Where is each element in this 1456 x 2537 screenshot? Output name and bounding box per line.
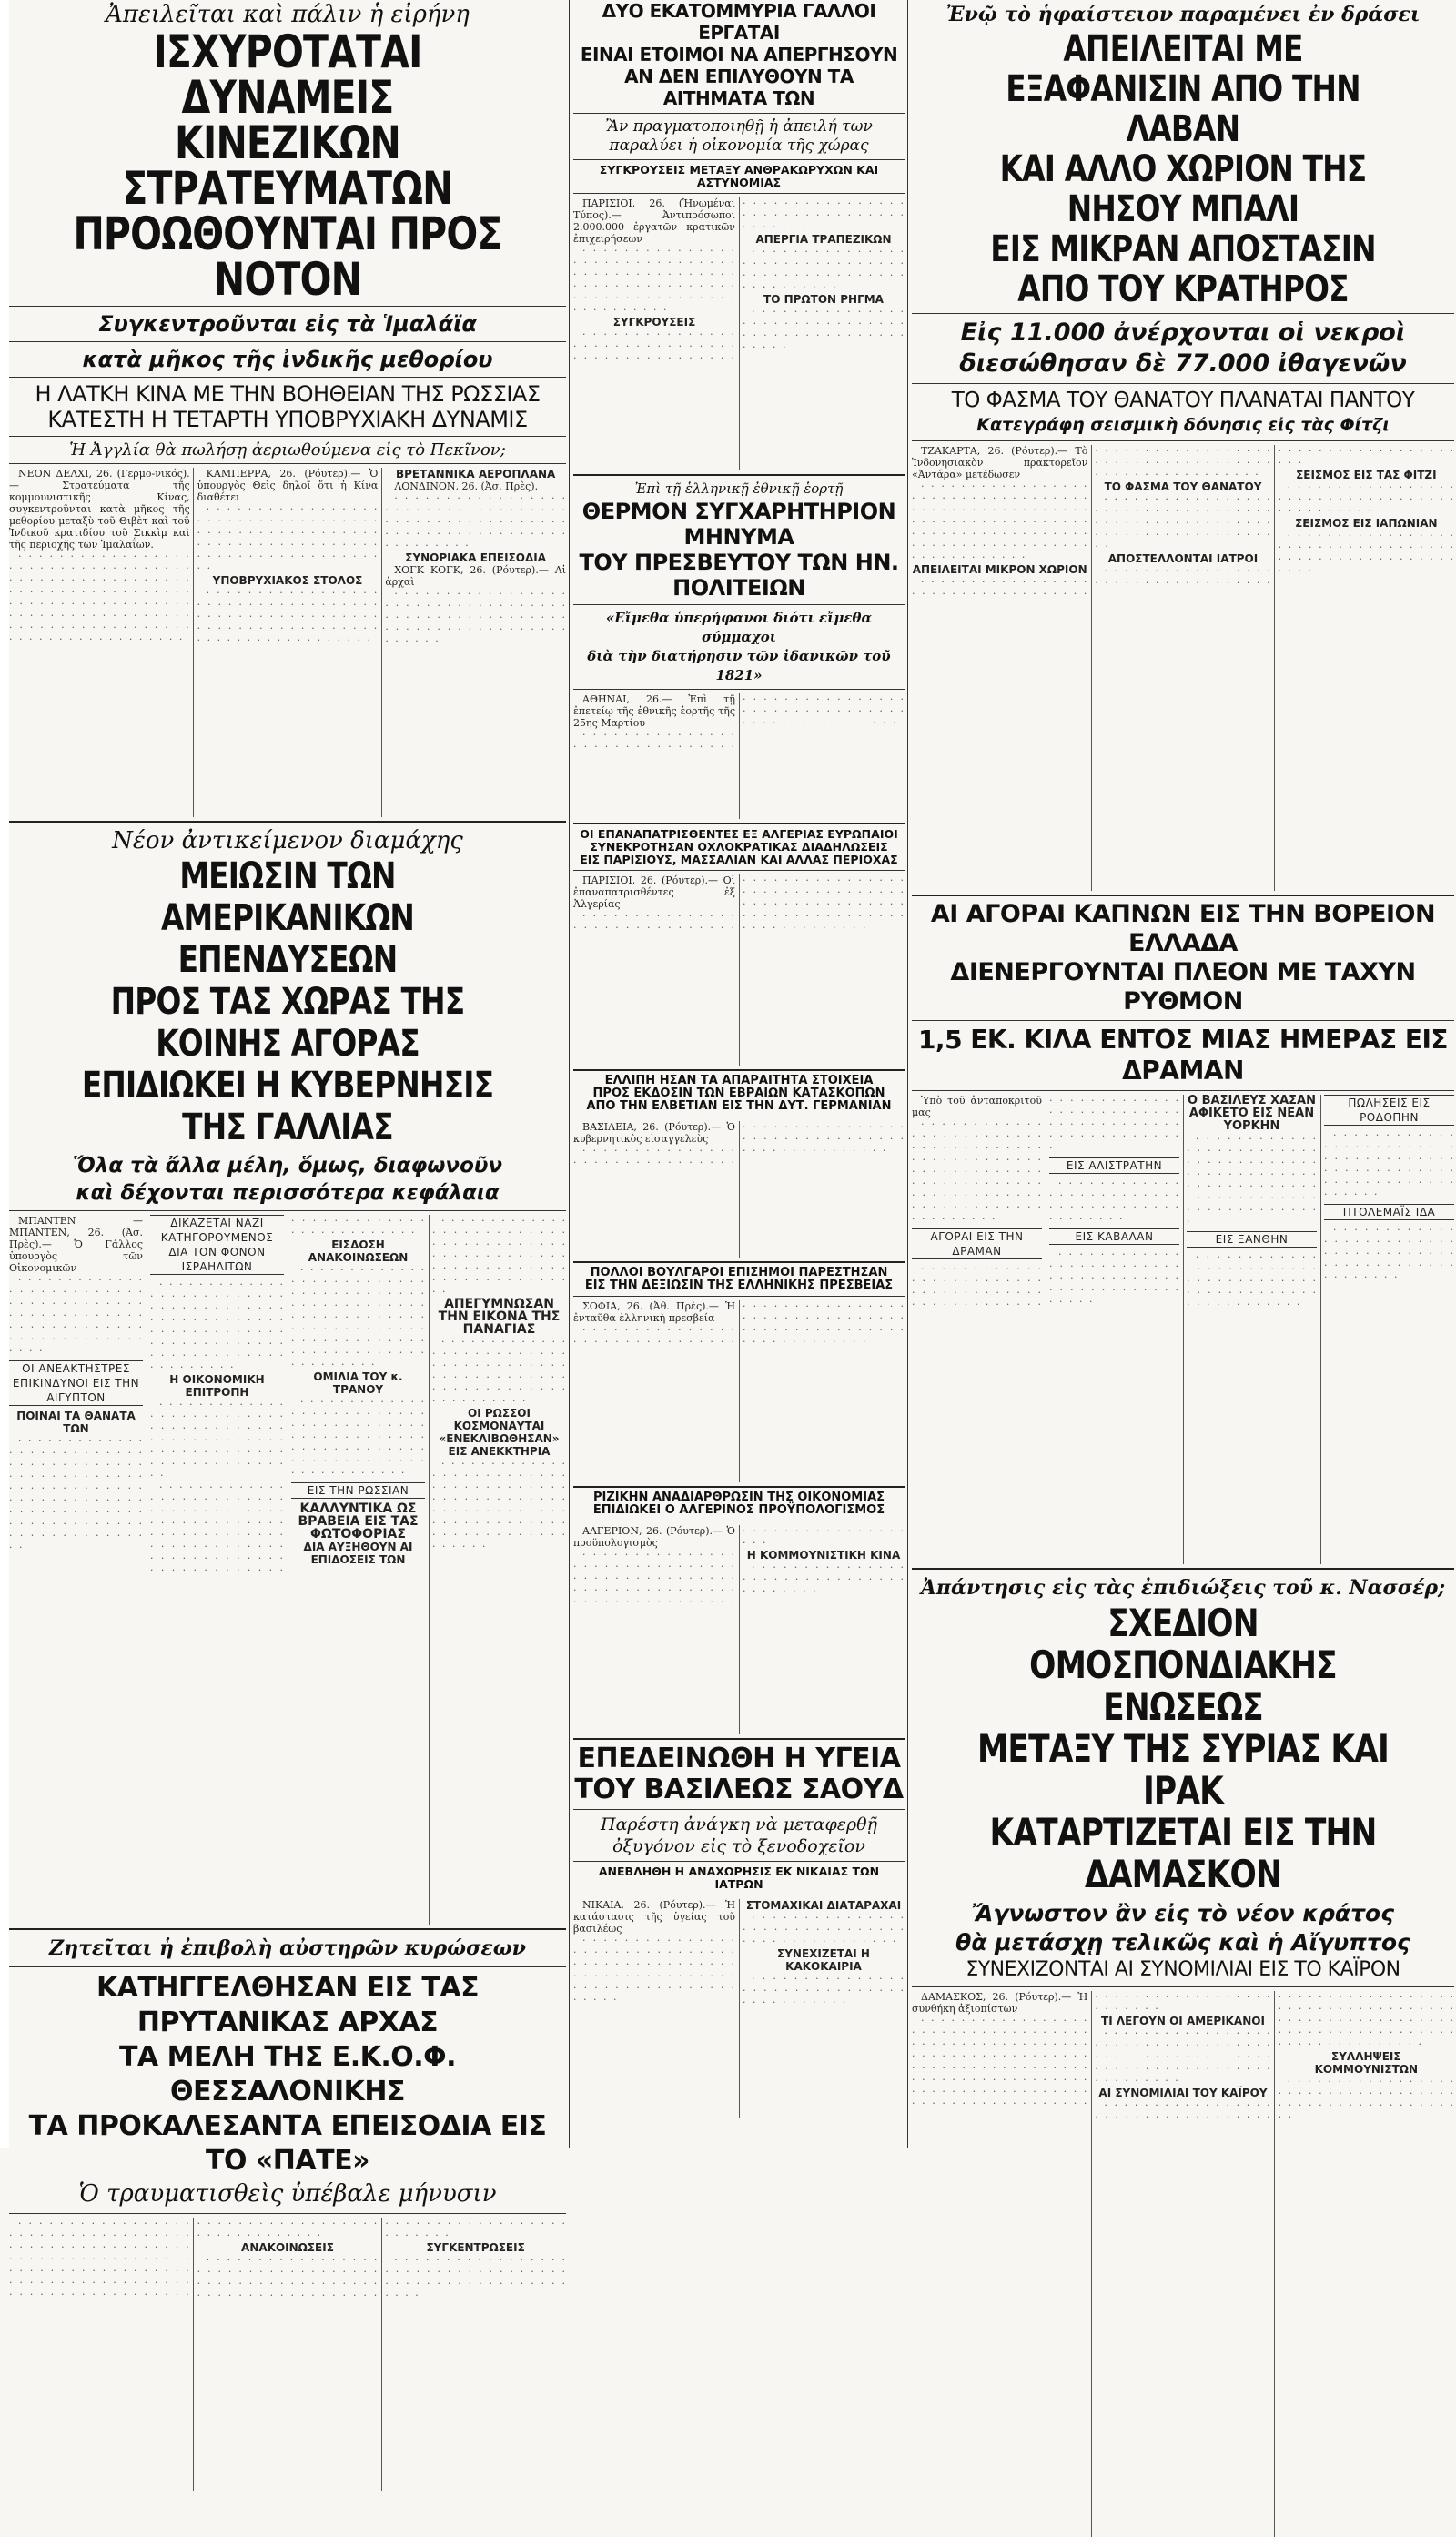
newspaper-page [9, 0, 1454, 2301]
dateline: ΧΟΓΚ ΚΟΓΚ, 26. (Ρόυτερ).— Αἱ ἀρχαὶ [385, 564, 566, 588]
subheadline: Ὅλα τὰ ἄλλα μέλη, ὅμως, διαφωνοῦν [72, 1154, 503, 1178]
divider [573, 1069, 905, 1071]
text-block: · · · · · · · · · · · · · · · · · · · · · · · · · · · · · · · · · · · · · · · · · · · · · · [1049, 1178, 1179, 1225]
divider [912, 1020, 1454, 1021]
text-block: · · · · · · · · · · · · · · · · · · · · · · · · · · · · · · · · · · · · · · · · · · · · · · · · · · · · · · · · · · · · · · · · · · · · · · · · · · · · · · · · [385, 492, 566, 551]
article-body [9, 2218, 566, 2491]
headline-line: ΙΣΧΥΡΟΤΑΤΑΙ ΔΥΝΑΜΕΙΣ [153, 25, 422, 124]
text-block: · · · · · · · · · · · · · · · · · · · · · · · · · · · · · · · · · · · · · · · · · · · · · · · · · · · · · · · · · · · · · · · · · · · · · · · · · · · · · · · · [150, 1399, 284, 1481]
section-title: ΑΠΕΓΥΜΝΩΣΑΝ ΤΗΝ ΕΙΚΟΝΑ ΤΗΣ ΠΑΝΑΓΙΑΣ [438, 1297, 561, 1337]
headline-line: ΚΙΝΕΖΙΚΩΝ ΣΤΡΑΤΕΥΜΑΤΩΝ [122, 116, 453, 215]
text-block: · · · · · · · · · · · · · · · · · · · · · · · · · · · · · · · · · · · · · · · · · · · · · · · · · · · · · · · · · · · · · · · · · · · · · · · · · · · · · · · [573, 693, 905, 753]
text-block: · · · · · · · · · · · · · · · · · · · · · · · · · · · · · · · · · · · · · · · · · · · · · · · · · · · · · · · · · · · · · · · · · · · · · · · · · · · · · · · · · · [9, 1274, 143, 1357]
divider [573, 159, 905, 160]
deck: ΤΟ ΦΑΣΜΑ ΤΟΥ ΘΑΝΑΤΟΥ ΠΛΑΝΑΤΑΙ ΠΑΝΤΟΥ [951, 389, 1415, 412]
headline-line: ΕΠΙΔΙΩΚΕΙ Η ΚΥΒΕΡΝΗΣΙΣ ΤΗΣ ΓΑΛΛΙΑΣ [81, 1065, 494, 1148]
dateline: Ὑπὸ τοῦ ἀνταποκριτοῦ μας [912, 1095, 1042, 1118]
headline-line: ΔΥΟ ΕΚΑΤΟΜΜΥΡΙΑ ΓΑΛΛΟΙ ΕΡΓΑΤΑΙ [602, 0, 876, 44]
section-title: ΠΤΟΛΕΜΑΪΣ ΙΔΑ [1324, 1204, 1454, 1220]
divider [9, 436, 566, 437]
dateline: ΚΑΜΠΕΡΡΑ, 26. (Ρόυτερ).— Ὁ ὑπουργὸς Θεὶς δηλοῖ ὅτι ἡ Κίνα διαθέτει [197, 468, 379, 503]
dateline: ΑΛΓΕΡΙΟΝ, 26. (Ρόυτερ).— Ὁ προϋπολογισμὸς [573, 1525, 735, 1549]
headline-line: ΕΛΛΙΠΗ ΗΣΑΝ ΤΑ ΑΠΑΡΑΙΤΗΤΑ ΣΤΟΙΧΕΙΑ [604, 1074, 874, 1087]
section-subtitle: ΠΟΙΝΑΙ ΤΑ ΘΑΝΑΤΑ ΤΩΝ [16, 1410, 136, 1435]
text-block: · · · · · · · · · · · · · · · · · · · · · · · · · · · · · · · · · · · · · · · · · · · · · · · · · · · · · · · [1278, 2076, 1454, 2123]
article-france-investments [9, 826, 566, 1925]
section-title: ΑΝΑΚΟΙΝΩΣΕΙΣ [241, 2241, 334, 2254]
divider [912, 383, 1454, 384]
text-block: · · · · · · · · · · · · · · · · · · · · · · · · · · · · · · · · · · · · · · · · · · · · · · · · · · · · · · · · · · · · · · · · · · · · · · · · · · · · · · · · · · · · · · · · · · [291, 1396, 425, 1479]
text-block: · · · · · · · · · · · · · · · · · · · · · · · · · · · · · · · · · · · · · · · · · · · · · · · · · · · · · · · · · [1278, 530, 1454, 577]
text-block: · · · · · · · · · · · · · · · · · · · · · · · · · · · · · · · · · · · · · · · · · · · · · · · · · · · · · · · · [1095, 445, 1454, 589]
article-body [573, 1899, 905, 2118]
section-title: ΣΥΛΛΗΨΕΙΣ ΚΟΜΜΟΥΝΙΣΤΩΝ [1314, 2050, 1419, 2076]
headline-line: ΠΡΟΩΘΟΥΝΤΑΙ ΠΡΟΣ ΝΟΤΟΝ [73, 207, 502, 306]
text-block: · · · · · · · · · · · · · · · · · · · · · · · · · · · · · · · · · · · · · · · · · · · · · · · · · · · · · · · · · · · · · · · · · · · · · · · · · · · · · · · · · · · · · · · · · · · · · · · · · · · · · · · · · · · · · · · · · · · · · · · · · · · · · · · · · · · · · · · · · · · · · · · [9, 551, 190, 645]
headline-line: ΑΝ ΔΕΝ ΕΠΙΛΥΘΟΥΝ ΤΑ ΑΙΤΗΜΑΤΑ ΤΩΝ [624, 66, 854, 109]
kicker: Ἐπὶ τῇ ἑλληνικῇ ἐθνικῇ ἑορτῇ [634, 480, 844, 497]
article-tobacco-markets [912, 900, 1454, 1564]
article-body [573, 1525, 905, 1734]
headline-line: ΕΙΣ ΠΑΡΙΣΙΟΥΣ, ΜΑΣΣΑΛΙΑΝ ΚΑΙ ΑΛΛΑΣ ΠΕΡΙΟΧΑΣ [580, 853, 898, 866]
divider [573, 870, 905, 871]
article-china-himalayas [9, 0, 566, 817]
headline-line: ΕΠΙΔΙΩΚΕΙ Ο ΑΛΓΕΡΙΝΟΣ ΠΡΟΫΠΟΛΟΓΙΣΜΟΣ [592, 1503, 885, 1517]
kicker: Ζητεῖται ἡ ἐπιβολὴ αὐστηρῶν κυρώσεων [49, 1936, 526, 1960]
article-body [912, 1991, 1454, 2537]
article-syria-iraq-federation [912, 1573, 1454, 2537]
divider [9, 341, 566, 342]
section-title: ΠΩΛΗΣΕΙΣ ΕΙΣ ΡΟΔΟΠΗΝ [1324, 1095, 1454, 1126]
text-block: · · · · · · · · · · · · · · · · · · · · · · · · · · · · · · · · · · · · · · · · · · · · · · · · · · · · · · · · · · · · · · · · · · · · · · · · · · · · · · · · · · · · · · · · · [197, 587, 379, 646]
text-block: · · · · · · · · · · · · · · · · · · · · · · · · · · · · · · · · · · · · · · · · · · · · · · · · · · · · · · · · · · · · · · · · · · · · · · · · · · · · · · · · · · · · · · · · · [573, 245, 735, 316]
section-title: ΥΠΟΒΡΥΧΙΑΚΟΣ ΣΤΟΛΟΣ [212, 574, 363, 587]
article-algeria-europeans [573, 828, 905, 1066]
headline-line: ΘΕΡΜΟΝ ΣΥΓΧΑΡΗΤΗΡΙΟΝ ΜΗΝΥΜΑ [581, 499, 896, 550]
headline-line: ΠΡΟΣ ΕΚΔΟΣΙΝ ΤΩΝ ΕΒΡΑΙΩΝ ΚΑΤΑΣΚΟΠΩΝ [592, 1087, 885, 1100]
headline-line: ΜΕΙΩΣΙΝ ΤΩΝ ΑΜΕΡΙΚΑΝΙΚΩΝ ΕΠΕΝΔΥΣΕΩΝ [160, 855, 415, 981]
text-block: · · · · · · · · · · · · · · · · · · · · · · · · · · · · · · · · · · · · · · · · · · · · · · · · · · · · · · · · · · · · · · · [1187, 1251, 1317, 1310]
section-title: ΚΑΛΛΥΝΤΙΚΑ ΩΣ ΒΡΑΒΕΙΑ ΕΙΣ ΤΑΣ ΦΩΤΟΦΟΡΙΑΣ [298, 1501, 419, 1541]
article-king-saud [573, 1744, 905, 2118]
subheadline: Παρέστη ἀνάγκη νὰ μεταφερθῇ [601, 1814, 877, 1835]
headline-line: ΑΙ ΑΓΟΡΑΙ ΚΑΠΝΩΝ ΕΙΣ ΤΗΝ ΒΟΡΕΙΟΝ ΕΛΛΑΔΑ [930, 900, 1436, 957]
text-block: · · · · · · · · · · · · · · · · · · · · · · · · · · · · · · · · · · · · · · · · · · · · · · · · · · · · · · · · · · · · · · · · · · · · · · · · · · · · · · · · · · · · · · [573, 197, 905, 364]
subheadline: διὰ τὴν διατήρησιν τῶν ἰδανικῶν τοῦ 1821» [587, 648, 891, 683]
headline-line: ΕΠΕΔΕΙΝΩΘΗ Η ΥΓΕΙΑ [577, 1743, 901, 1774]
section-title: ΣΕΙΣΜΟΣ ΕΙΣ ΤΑΣ ΦΙΤΖΙ [1296, 469, 1437, 481]
section-title: ΑΠΕΡΓΙΑ ΤΡΑΠΕΖΙΚΩΝ [755, 233, 892, 246]
article-ekof-thessaloniki [9, 1934, 566, 2491]
headline-line: ΑΠΕΙΛΕΙΤΑΙ ΜΕ ΕΞΑΦΑΝΙΣΙΝ ΑΠΟ ΤΗΝ ΛΑΒΑΝ [1006, 28, 1360, 150]
text-block: · · · · · · · · · · · · · · · · · · · · · · · · · · · · · · · · · · · · · · · · · · · · · · · · · · · · · · · · · · · · · · · · · · · · · · · · · · · · · · · · · · · · · · · · · · · · · · · · · · · · · · · · · · · · · · · · · [291, 1264, 425, 1370]
column-rule [907, 0, 908, 2148]
headline-line: ΟΙ ΕΠΑΝΑΠΑΤΡΙΣΘΕΝΤΕΣ ΕΞ ΑΛΓΕΡΙΑΣ ΕΥΡΩΠΑΙΟΙ [580, 827, 898, 841]
divider [573, 689, 905, 690]
divider [912, 313, 1454, 314]
section-title: ΣΕΙΣΜΟΣ ΕΙΣ ΙΑΠΩΝΙΑΝ [1295, 517, 1438, 530]
section-title: Η ΟΙΚΟΝΟΜΙΚΗ ΕΠΙΤΡΟΠΗ [169, 1373, 265, 1399]
subheadline: θὰ μετάσχῃ τελικῶς καὶ ἡ Αἴγυπτος [956, 1929, 1410, 1956]
article-body [9, 1215, 566, 1925]
text-block: · · · · · · · · · · · · · · · · · · · · · · · · · · · · · · · · · · · · · · · · · · · · · · · · · · · · · · · · · · · · · · · · · · · · · · · · · · · · · · · · · · · · · · · · · · · · · · · · [197, 2218, 566, 2301]
text-block: · · · · · · · · · · · · · · · · · · · · · · · · · · · · · · · · · · · · · · · · · · · · · · · · · · · · · · · · · · · · · · · · · · · · · · · · · · · · · · · · · · · · [573, 1935, 735, 2006]
article-body [573, 874, 905, 1066]
subheadline: «Εἴμεθα ὑπερήφανοι διότι εἴμεθα σύμμαχοι [605, 610, 873, 645]
headline-line: ΡΙΖΙΚΗΝ ΑΝΑΔΙΑΡΘΡΩΣΙΝ ΤΗΣ ΟΙΚΟΝΟΜΙΑΣ [592, 1491, 885, 1504]
section-title: ΤΙ ΛΕΓΟΥΝ ΟΙ ΑΜΕΡΙΚΑΝΟΙ [1101, 2015, 1265, 2027]
column-left [9, 0, 566, 2491]
section-title: ΑΠΕΙΛΕΙΤΑΙ ΜΙΚΡΟΝ ΧΩΡΙΟΝ [912, 563, 1087, 576]
section-title: ΒΡΕΤΑΝΝΙΚΑ ΑΕΡΟΠΛΑΝΑ [395, 468, 556, 480]
article-body [573, 1300, 905, 1482]
dateline: ΤΖΑΚΑΡΤΑ, 26. (Ρόυτερ).— Τὸ Ἰνδονησιακὸν πρακτορεῖον «Ἀντάρα» μετέδωσεν [912, 445, 1088, 480]
column-right [912, 0, 1454, 2537]
headline-line: ΑΠΟ ΤΗΝ ΕΛΒΕΤΙΑΝ ΕΙΣ ΤΗΝ ΔΥΤ. ΓΕΡΜΑΝΙΑΝ [586, 1099, 892, 1113]
deck: ΑΝΕΒΛΗΘΗ Η ΑΝΑΧΩΡΗΣΙΣ ΕΚ ΝΙΚΑΙΑΣ ΤΩΝ ΙΑΤΡΩΝ [598, 1865, 880, 1891]
article-body [912, 1095, 1454, 1564]
section-title: ΣΥΝΕΧΙΖΕΤΑΙ Η ΚΑΚΟΚΑΙΡΙΑ [777, 1947, 870, 1973]
text-block: · · · · · · · · · · · · · · · · · · · · · · · · · · · · · · · · · · · · · · · · · · · · · [1278, 481, 1454, 517]
divider [573, 474, 905, 476]
headline-line: ΣΥΝΕΚΡΟΤΗΣΑΝ ΟΧΛΟΚΡΑΤΙΚΑΣ ΔΙΑΔΗΛΩΣΕΙΣ [590, 840, 888, 854]
text-block: · · · · · · · · · · · · · · · · · · · · · · · · · · · · · · · · · · · · · · · · · · · · · · · · · · · · · · · · · · · · · · · · · · · · · · · · · · · · · · · · · · · · · · · · · · · · · · · · · · · · [150, 1279, 284, 1373]
subheadline: Ἂν πραγματοποιηθῇ ἡ ἀπειλή των [605, 117, 873, 136]
text-block: · · · · · · · · · · · · · · · · · · · · · · · · · · · · · · · · · · · · · · · · · · · · · · · · · · · · · · · · · · · · · · · · · · · · · · · · · · · · · [385, 588, 566, 647]
article-body [573, 1121, 905, 1258]
section-title: ΕΙΣ ΞΑΝΘΗΝ [1187, 1231, 1317, 1248]
text-block: · · · · · · · · · · · · · · · · · · · · · · · · · · · · · · · · · · · · · · · · · · · · · · · · · · · · · · · · · · · · · · · · · · · · · · · · · · · · · · · · · · · · · · · · [912, 445, 1271, 600]
text-block: · · · · · · · · · · · · · · · · · · · · · · · · · · · · · · · · · · · · · · · · · · · · · · · · · · · · · · · · · [743, 246, 905, 293]
text-block: · · · · · · · · · · · · · · · · · · · · · · · · · · · · · · · · · · · · · · · · · · · · · · · · · · · · · · · · · · · · · · · · · · · · · · · · · · · · · · · · · · · · · · · · · · · · · · · · · · · · · · · · · · · · [573, 874, 905, 934]
text-block: · · · · · · · · · · · · · · · · · · · · · · · · · · · · · · · · · · · · · · · · · · · · · · · · · · · · · · · · · · · · · · · · · · · · · · · · · · · · · · · · · · · · · · · · · · · · · · · · · · · · · · · · · · · · · · · · · · · · · · · [9, 1435, 143, 1553]
subheadline: Εἰς 11.000 ἀνέρχονται οἱ νεκροὶ [960, 318, 1406, 347]
dateline: ΛΟΝΔΙΝΟΝ, 26. (Ἀσ. Πρὲς). [394, 480, 539, 492]
divider [912, 440, 1454, 441]
section-title: ΤΟ ΦΑΣΜΑ ΤΟΥ ΘΑΝΑΤΟΥ [1104, 480, 1262, 493]
text-block: · · · · · · · · · · · · · · · · · · · · · · · · · · · · · · · · · · · · · · · · · · · · · · · · · · · · · · · · · · · · · · · · · · · · · · · · · · · · · · · · · · · · · · · · · · · · · · · · · · · · · · · · · · · · · · · · · · · · · · · · · · [1095, 1991, 1454, 2123]
text-block: · · · · · · · · · · · · · · · · · · · · · · · · · · · · · · · · · · · · · · · · · · · · · · · · · · · · · · · · · · · · · · · · · · · · · · · · · · · · · · · · · · · · · · · · · · · [1187, 1133, 1317, 1228]
section-title: ΣΥΓΚΕΝΤΡΩΣΕΙΣ [426, 2241, 525, 2254]
article-body [912, 445, 1454, 891]
subheadline: κατὰ μῆκος τῆς ἰνδικῆς μεθορίου [82, 347, 493, 372]
dateline: ΝΕΟΝ ΔΕΛΧΙ, 26. (Γερμο-νικός).— Στρατεύματα τῆς κομμουνιστικῆς Κίνας, συγκεντροῦνται κατὰ μῆκος τῆς μεθορίου μεταξὺ τοῦ Θιβὲτ καὶ τοῦ Ἰνδικοῦ κρατιδίου τοῦ Σικκὶμ καὶ τῆς περιοχῆς τῶν Ἱμαλαΐων. [9, 468, 190, 551]
kicker: Νέον ἀντικείμενον διαμάχης [112, 827, 463, 854]
text-block: · · · · · · · · · · · · · · · · · · · · · · · · · · · · · · · · · · · · · · · · · · · · · · · [743, 1912, 905, 1947]
headline-line: ΤΑ ΠΡΟΚΑΛΕΣΑΝΤΑ ΕΠΕΙΣΟΔΙΑ ΕΙΣ ΤΟ «ΠΑΤΕ» [28, 2110, 547, 2177]
text-block: · · · · · · · · · · · · · · · · · · · · · · · · · · · · · · · · · · · · · · · · · · · · · · · · · · · · · · · · · · · · · · · · · · · · · · · · · · · · · · · · · · · · · · · · · · · · · · · · · · · · · · · · · · · · · · · · · · · · · · · · · · · · · · · · · · · · · · · · · · · · · · · · · · · · · · · · · · · · [9, 2218, 379, 2300]
section-title: ΣΤΟΜΑΧΙΚΑΙ ΔΙΑΤΑΡΑΧΑΙ [745, 1899, 902, 1912]
headline-line: ΕΙΣ ΤΗΝ ΔΕΞΙΩΣΙΝ ΤΗΣ ΕΛΛΗΝΙΚΗΣ ΠΡΕΣΒΕΙΑΣ [584, 1279, 894, 1292]
subheadline: καὶ δέχονται περισσότερα κεφάλαια [76, 1181, 500, 1205]
text-block: · · · · · · · · · · · · · · · · · · · · · · · · · · · · · · · · · · · · · · · · · · · · · · · · · · · · · · · · [1049, 1248, 1179, 1308]
section-title: ΑΠΟΣΤΕΛΛΟΝΤΑΙ ΙΑΤΡΟΙ [1107, 552, 1259, 565]
divider [573, 1296, 905, 1297]
section-title: ΕΙΣ ΤΗΝ ΡΩΣΣΙΑΝ [291, 1482, 425, 1499]
divider [573, 1861, 905, 1862]
divider [9, 1966, 566, 1967]
divider [573, 1261, 905, 1263]
text-block: · · · · · · · · · · · · · · · · · · · · · · · · · · · · · · · · · · · · · · · · · · · · · · · · · · · · · · · · · · · · · · · · · · · · · · · · · · · · · · · · [432, 1215, 566, 1298]
headline-line: ΤΟΥ ΠΡΕΣΒΕΥΤΟΥ ΤΩΝ ΗΝ. ΠΟΛΙΤΕΙΩΝ [579, 550, 899, 601]
dateline: ΑΘΗΝΑΙ, 26.— Ἐπὶ τῇ ἐπετείῳ τῆς ἐθνικῆς ἑορτῆς τῆς 25ης Μαρτίου [573, 693, 735, 729]
headline-line: ΔΙΕΝΕΡΓΟΥΝΤΑΙ ΠΛΕΟΝ ΜΕ ΤΑΧΥΝ ΡΥΘΜΟΝ [950, 958, 1416, 1016]
kicker: Ἐνῷ τὸ ἡφαίστειον παραμένει ἐν δράσει [945, 3, 1421, 26]
deck: ΣΥΝΕΧΙΖΟΝΤΑΙ ΑΙ ΣΥΝΟΜΙΛΙΑΙ ΕΙΣ ΤΟ ΚΑΪΡΟΝ [966, 1958, 1400, 1981]
headline-line: ΠΡΟΣ ΤΑΣ ΧΩΡΑΣ ΤΗΣ ΚΟΙΝΗΣ ΑΓΟΡΑΣ [110, 981, 465, 1065]
section-title: ΑΙ ΣΥΝΟΜΙΛΙΑΙ ΤΟΥ ΚΑΪΡΟΥ [1098, 2087, 1268, 2099]
text-block: · · · · · · · · · · · · · · · · · · · · · · · · · · · · · · · · · · · · · · · · · · [743, 1973, 905, 2008]
headline-line: ΕΙΝΑΙ ΕΤΟΙΜΟΙ ΝΑ ΑΠΕΡΓΗΣΟΥΝ [580, 44, 898, 66]
text-block: · · · · · · · · · · · · · · · · · · · · · · · · · · · · · · · · · · · · · · · · · · · · · · · · · · · · · · · · · · · · · · · · · · · · · · · · · · · · · · · · · · · · · · · · · · · · · · · · · · · · · · · · [912, 1095, 1179, 1310]
divider [573, 823, 905, 824]
text-block: · · · · · · · · · · · · · · · · · · · · · · · · · · · · · · · · · · · · · · · · · · · · · · · · · · · · · · · · · · · · · · · · · · · · · · · · · · · · · · · · · · · · · · · · · · · · · · · · · · [573, 1525, 905, 1608]
headline-line: ΤΟΥ ΒΑΣΙΛΕΩΣ ΣΑΟΥΔ [574, 1774, 904, 1805]
divider [573, 1486, 905, 1488]
headline-line: ΣΧΕΔΙΟΝ ΟΜΟΣΠΟΝΔΙΑΚΗΣ ΕΝΩΣΕΩΣ [1029, 1601, 1337, 1729]
divider [912, 895, 1454, 896]
section-title: ΟΙ ΑΝΕΑΚΤΗΣΤΡΕΣ ΕΠΙΚΙΝΔΥΝΟΙ ΕΙΣ ΤΗΝ ΑΙΓΥΠΤΟΝ [9, 1360, 143, 1406]
text-block: · · · · · · · · · · · · · · · · · · · · · · · · · · · · · · · · · · · · · · · · · · · · · · · · · · · · · · · · · · · · · · · · · · · · · · · · · · · · · · · · · · · · · · · · · · · [197, 503, 379, 574]
text-block: · · · · · · · · · · · · · · · · · · · · · · · · · · · · · · · · · · · · · · · · · · · · · · · · · · · · · · · · · · · · · · · · · · · · · · · · · · · · · · [573, 1121, 905, 1168]
section-subtitle: ΔΙΑ ΑΥΞΗΘΟΥΝ ΑΙ ΕΠΙΔΟΣΕΙΣ ΤΩΝ [303, 1541, 413, 1566]
text-block: · · · · · · · · · · · · · · · · · · · · · · · · · · · · · · · · · · · · · · · · · · · · · · · · · · · · · · · · · · · [1324, 1224, 1454, 1283]
text-block: · · · · · · · · · · · · · · · · · · · · · · · · · · · · · · · · · · · · · · · · · · · · · · · · · · · · · · · · · · · · · · · · · · · · · · · · · [1095, 493, 1271, 552]
subheadline: διεσώθησαν δὲ 77.000 ἰθαγενῶν [959, 349, 1407, 378]
text-block: · · · · · · · · · · · · · · · · · · · · · · · · · · · · · · · · · · · · · · · · · · · · · · · · · · · · · · · · · · · · · · · · · · · · · · · · · · · · · · · · · · · · · · · · · · · · [573, 1300, 905, 1348]
dateline: ΠΑΡΙΣΙΟΙ, 26. (Ἡνωμέναι Τύπος).— Ἀντιπρόσωποι 2.000.000 ἐργατῶν κρατικῶν ἐπιχειρήσεων [573, 197, 735, 245]
kicker: Ἀπειλεῖται καὶ πάλιν ἡ εἰρήνη [106, 1, 470, 28]
divider [9, 1928, 566, 1930]
column-rule [569, 0, 570, 2148]
headline-line: ΤΑ ΜΕΛΗ ΤΗΣ Ε.Κ.Ο.Φ. ΘΕΣΣΑΛΟΝΙΚΗΣ [118, 2041, 457, 2107]
column-middle [573, 0, 905, 2118]
article-bali-volcano [912, 0, 1454, 891]
deck: 1,5 ΕΚ. ΚΙΛΑ ΕΝΤΟΣ ΜΙΑΣ ΗΜΕΡΑΣ ΕΙΣ ΔΡΑΜΑΝ [917, 1025, 1449, 1086]
dateline: ΔΑΜΑΣΚΟΣ, 26. (Ρόυτερ).— Ἡ συνθήκη ἀξιοπίστων [912, 1991, 1088, 2015]
text-block: · · · · · · · · · · · · · · · · · · · · · · · · · · · · · · · · · · · · · · · · · · · · · · · · · · · · · · · · · · · · · · · · · · · · · · [1324, 1129, 1454, 1200]
deck: ΚΑΤΕΣΤΗ Η ΤΕΤΑΡΤΗ ΥΠΟΒΡΥΧΙΑΚΗ ΔΥΝΑΜΙΣ [47, 407, 528, 432]
section-title: ΟΜΙΛΙΑ ΤΟΥ κ. ΤΡΑΝΟΥ [313, 1370, 403, 1396]
divider [9, 1210, 566, 1211]
text-block: · · · · · · · · · · · · · · · · · · · · · · · · · · · · · · · · · · · · · · · · · · · · · · · · · · · · · · · · · · · · · · · · · · · · · · · · · · · · · · · · · · · · · · · · · · · · · · · · · · · · · · · · · · · · · · · · · · · · · · · · · · · · · · · · · · · · · · · · · · · · · · · · · · · · · · · · · · · · · · · · · · · · · · · · [912, 1991, 1271, 2109]
text-block: · · · · · · · · · · · · · · · · · · · · · · · · · · · · · · · · · · · · · · · · · · · · · · · · · · · · · · · · · · · · · · · · · · · · · · · · · · · · · · · · [1095, 2027, 1271, 2087]
subheadline: Κατεγράφη σεισμικὴ δόνησις εἰς τὰς Φίτζι [976, 415, 1390, 435]
divider [9, 377, 566, 378]
headline-line: ΜΕΤΑΞΥ ΤΗΣ ΣΥΡΙΑΣ ΚΑΙ ΙΡΑΚ [976, 1726, 1390, 1813]
dateline: ΠΑΡΙΣΙΟΙ, 26. (Ρόυτερ).— Οἱ ἐπαναπατρισθέντες ἐξ Ἀλγερίας [573, 874, 735, 910]
section-title: ΣΥΓΚΡΟΥΣΕΙΣ [612, 316, 696, 328]
article-body [573, 693, 905, 819]
text-block: · · · · · · · · · · · · · · · · · · · · · · · · · · · · · · · · · · · · · · · · · · · · · · · · · · · · · · · · · · · · · · · · · · · · · · · · · · · · · · · · · · · · · · · · · · · · · · · · · · · · · · · · · · · · · · · · · · · · · · · · · · · · · · · · · · [150, 1215, 425, 1576]
section-title: Η ΚΟΜΜΟΥΝΙΣΤΙΚΗ ΚΙΝΑ [746, 1549, 901, 1562]
deck: Η ΛΑΤΚΗ ΚΙΝΑ ΜΕ ΤΗΝ ΒΟΗΘΕΙΑΝ ΤΗΣ ΡΩΣΣΙΑΣ [35, 381, 541, 407]
divider [9, 306, 566, 307]
text-block: · · · · · · · · · · · · · · · · · · · · · · · · · · · · · · · · · · · · · · · · · · · · · · · · · · · · · · · · · · · · · · · · · · · · · · · · · · · · · · · · · · · · · · · · · · · · · · · · · [432, 1458, 566, 1552]
divider [573, 1809, 905, 1810]
text-block: · · · · · · · · · · · · · · · · · · · · · · · · · · · · · · · · · · · · · · · · · · · · · · · · · · · · · · · · · · · · · · · · · · · · · · · · · · · · · · · · · · · · · · · · · · · · · · · · · · · · · · · · · · · · · · · · · · · · · · · [912, 480, 1088, 563]
section-title: ΤΟ ΠΡΩΤΟΝ ΡΗΓΜΑ [763, 293, 884, 306]
divider [573, 1738, 905, 1740]
divider [912, 1090, 1454, 1091]
dateline: ΝΙΚΑΙΑ, 26. (Ρόυτερ).— Ἡ κατάστασις τῆς ὑγείας τοῦ βασιλέως [573, 1899, 735, 1935]
section-title: ΕΙΣ ΑΛΙΣΤΡΑΤΗΝ [1049, 1157, 1179, 1174]
article-body [9, 468, 566, 817]
divider [573, 113, 905, 114]
text-block: · · · · · · · · · · · · · · · · · · · · · · · · · · · · · · · · · · · · · · · · · · · · · · · · · · · · [743, 306, 905, 353]
subheadline: Ἡ Ἀγγλία θὰ πωλήσῃ ἀεριωθούμενα εἰς τὸ Πεκῖνον; [69, 440, 506, 460]
divider [9, 821, 566, 823]
dateline: ΒΑΣΙΛΕΙΑ, 26. (Ρόυτερ).— Ὁ κυβερνητικὸς εἰσαγγελεὺς [573, 1121, 735, 1145]
headline-line: ΕΙΣ ΜΙΚΡΑΝ ΑΠΟΣΤΑΣΙΝ ΑΠΟ ΤΟΥ ΚΡΑΤΗΡΟΣ [990, 228, 1376, 310]
kicker: Ἀπάντησις εἰς τὰς ἐπιδιώξεις τοῦ κ. Νασσέρ; [920, 1576, 1446, 1600]
article-jewish-spies [573, 1075, 905, 1258]
subheadline: παραλύει ἡ οἰκονομία τῆς χώρας [609, 136, 869, 155]
text-block: · · · · · · · · · · · · · · · · · · · · · · · · · · · · · · · · · · · · · · · [743, 1562, 905, 1597]
article-us-ambassador [573, 480, 905, 819]
headline-line: ΚΑΤΗΓΓΕΛΘΗΣΑΝ ΕΙΣ ΤΑΣ ΠΡΥΤΑΝΙΚΑΣ ΑΡΧΑΣ [96, 1972, 480, 2038]
divider [9, 2213, 566, 2214]
deck: ΣΥΓΚΡΟΥΣΕΙΣ ΜΕΤΑΞΥ ΑΝΘΡΑΚΩΡΥΧΩΝ ΚΑΙ ΑΣΤΥΝΟΜΙΑΣ [599, 163, 879, 189]
divider [912, 1986, 1454, 1987]
section-title: ΟΙ ΡΩΣΣΟΙ ΚΟΣΜΟΝΑΥΤΑΙ «ΕΝΕΚΛΙΒΩΘΗΣΑΝ» ΕΙΣ ΑΝΕΚΚΤΗΡΙΑ [439, 1407, 560, 1458]
subheadline: Συγκεντροῦνται εἰς τὰ Ἱμαλάϊα [98, 311, 477, 337]
article-french-workers [573, 0, 905, 470]
dateline: ΜΠΑΝΤΕΝ — ΜΠΑΝΤΕΝ, 26. (Ἀσ. Πρὲς).— Ὁ Γάλλος ὑπουργὸς τῶν Οἰκονομικῶν [9, 1215, 143, 1274]
section-title: ΕΙΣ ΚΑΒΑΛΑΝ [1049, 1228, 1179, 1245]
subheadline: Ὁ τραυματισθεὶς ὑπέβαλε μήνυσιν [78, 2180, 497, 2208]
article-bulgarian-reception [573, 1267, 905, 1482]
divider [573, 193, 905, 194]
headline-line: ΚΑΙ ΑΛΛΟ ΧΩΡΙΟΝ ΤΗΣ ΝΗΣΟΥ ΜΠΑΛΙ [999, 148, 1367, 230]
section-title: ΣΥΝΟΡΙΑΚΑ ΕΠΕΙΣΟΔΙΑ [405, 551, 547, 564]
headline-line: ΠΟΛΛΟΙ ΒΟΥΛΓΑΡΟΙ ΕΠΙΣΗΜΟΙ ΠΑΡΕΣΤΗΣΑΝ [590, 1266, 888, 1279]
headline-line: ΚΑΤΑΡΤΙΖΕΤΑΙ ΕΙΣ ΤΗΝ ΔΑΜΑΣΚΟΝ [989, 1810, 1377, 1896]
text-block: · · · · · · · · · · · · · · · · · · · · · · · · · · · · · · · · · · · · · · · · · · · · · · · · · · · · · · · · · · · · · · · · · · · · · · · · · · · [432, 1336, 566, 1407]
divider [9, 463, 566, 464]
section-title: ΔΙΚΑΖΕΤΑΙ ΝΑΖΙ ΚΑΤΗΓΟΡΟΥΜΕΝΟΣ ΔΙΑ ΤΟΝ ΦΟΝΟΝ ΙΣΡΑΗΛΙΤΩΝ [150, 1215, 284, 1275]
section-title: ΕΙΣΔΟΣΗ ΑΝΑΚΟΙΝΩΣΕΩΝ [308, 1238, 409, 1264]
section-title: Ο ΒΑΣΙΛΕΥΣ ΧΑΣΑΝ ΑΦΙΚΕΤΟ ΕΙΣ ΝΕΑΝ ΥΟΡΚΗΝ [1188, 1094, 1316, 1133]
text-block: · · · · · · · · · · · · · · · · · · · · · · · · · · · · · · · · · · · · · · · · · · · · · · · · · · · · · · · · · [385, 2254, 566, 2301]
subheadline: Ἄγνωστον ἂν εἰς τὸ νέον κράτος [971, 1900, 1395, 1926]
subheadline: ὀξυγόνον εἰς τὸ ξενοδοχεῖον [612, 1836, 865, 1856]
divider [912, 1568, 1454, 1570]
article-body [573, 197, 905, 470]
text-block: · · · · · · · · · · · · · · · · · · · · · · · · · · · · · · · · · · · · · · · · · · · · · · · · · · · · · · · · · · · · · · · · · · · · · · · · · · · · · · · · · · · · · · · · · · · · · · · · · · · · · · · · · · · · · · · · [912, 1118, 1042, 1225]
section-title: ΑΓΟΡΑΙ ΕΙΣ ΤΗΝ ΔΡΑΜΑΝ [912, 1228, 1042, 1259]
divider [573, 604, 905, 605]
article-algerian-budget [573, 1491, 905, 1734]
page-margin [0, 0, 9, 2148]
dateline: ΣΟΦΙΑ, 26. (Ἀθ. Πρὲς).— Ἡ ἐνταῦθα ἑλληνικὴ πρεσβεία [573, 1300, 735, 1324]
